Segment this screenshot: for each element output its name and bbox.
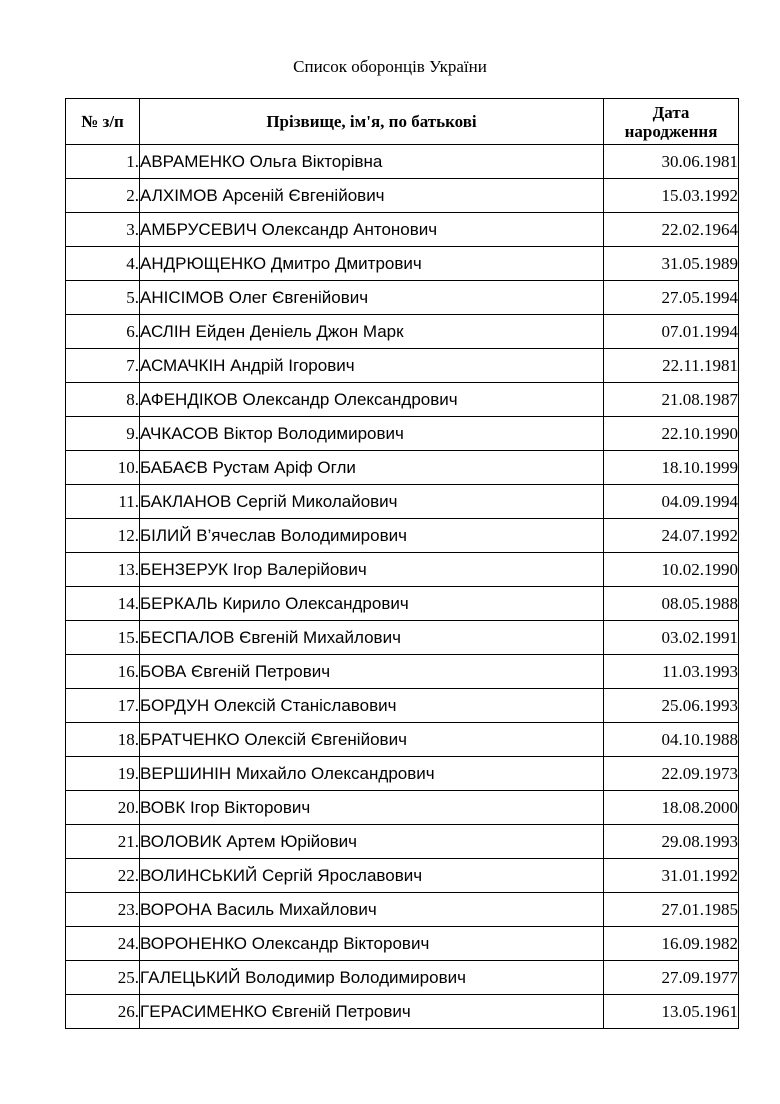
table-row bbox=[66, 791, 739, 825]
row-birth-date: 30.06.1981 bbox=[604, 145, 739, 179]
row-number: 15. bbox=[66, 621, 140, 655]
table-row bbox=[66, 179, 739, 213]
table-row bbox=[66, 315, 739, 349]
table-row bbox=[66, 213, 739, 247]
row-full-name: АСМАЧКІН Андрій Ігорович bbox=[140, 349, 604, 383]
row-number: 2. bbox=[66, 179, 140, 213]
table-row bbox=[66, 723, 739, 757]
row-birth-date: 03.02.1991 bbox=[604, 621, 739, 655]
row-full-name: БРАТЧЕНКО Олексій Євгенійович bbox=[140, 723, 604, 757]
row-birth-date: 15.03.1992 bbox=[604, 179, 739, 213]
row-full-name: ВОРОНА Василь Михайлович bbox=[140, 893, 604, 927]
table-row bbox=[66, 961, 739, 995]
table-body bbox=[66, 145, 739, 1029]
row-birth-date: 07.01.1994 bbox=[604, 315, 739, 349]
table-row bbox=[66, 621, 739, 655]
row-number: 21. bbox=[66, 825, 140, 859]
table-row bbox=[66, 519, 739, 553]
row-full-name: АНІСІМОВ Олег Євгенійович bbox=[140, 281, 604, 315]
row-birth-date: 24.07.1992 bbox=[604, 519, 739, 553]
row-birth-date: 10.02.1990 bbox=[604, 553, 739, 587]
row-birth-date: 16.09.1982 bbox=[604, 927, 739, 961]
row-number: 12. bbox=[66, 519, 140, 553]
table-row bbox=[66, 145, 739, 179]
row-number: 16. bbox=[66, 655, 140, 689]
row-number: 8. bbox=[66, 383, 140, 417]
row-birth-date: 08.05.1988 bbox=[604, 587, 739, 621]
table-row bbox=[66, 417, 739, 451]
row-number: 10. bbox=[66, 451, 140, 485]
row-full-name: ВЕРШИНІН Михайло Олександрович bbox=[140, 757, 604, 791]
row-full-name: АФЕНДІКОВ Олександр Олександрович bbox=[140, 383, 604, 417]
row-full-name: АЧКАСОВ Віктор Володимирович bbox=[140, 417, 604, 451]
row-full-name: БЕРКАЛЬ Кирило Олександрович bbox=[140, 587, 604, 621]
row-birth-date: 27.01.1985 bbox=[604, 893, 739, 927]
row-number: 1. bbox=[66, 145, 140, 179]
row-birth-date: 27.09.1977 bbox=[604, 961, 739, 995]
table-row bbox=[66, 485, 739, 519]
table-row bbox=[66, 553, 739, 587]
column-header-birth-date bbox=[604, 99, 739, 145]
row-full-name: ВОРОНЕНКО Олександр Вікторович bbox=[140, 927, 604, 961]
row-number: 6. bbox=[66, 315, 140, 349]
row-number: 18. bbox=[66, 723, 140, 757]
column-header-name: Прізвище, ім'я, по батькові bbox=[140, 99, 604, 145]
row-full-name: БІЛИЙ В’ячеслав Володимирович bbox=[140, 519, 604, 553]
table-row bbox=[66, 689, 739, 723]
row-number: 7. bbox=[66, 349, 140, 383]
row-birth-date: 27.05.1994 bbox=[604, 281, 739, 315]
row-birth-date: 29.08.1993 bbox=[604, 825, 739, 859]
header-row bbox=[66, 99, 739, 145]
table-row bbox=[66, 451, 739, 485]
row-number: 14. bbox=[66, 587, 140, 621]
row-birth-date: 04.10.1988 bbox=[604, 723, 739, 757]
table-row bbox=[66, 825, 739, 859]
row-number: 4. bbox=[66, 247, 140, 281]
table-header bbox=[66, 99, 739, 145]
row-full-name: ВОВК Ігор Вікторович bbox=[140, 791, 604, 825]
column-header-birth-date-line2: народження bbox=[624, 121, 718, 141]
row-number: 9. bbox=[66, 417, 140, 451]
table-row bbox=[66, 349, 739, 383]
table-row bbox=[66, 655, 739, 689]
row-full-name: БОВА Євгеній Петрович bbox=[140, 655, 604, 689]
row-birth-date: 04.09.1994 bbox=[604, 485, 739, 519]
row-number: 25. bbox=[66, 961, 140, 995]
row-full-name: БАКЛАНОВ Сергій Миколайович bbox=[140, 485, 604, 519]
row-full-name: ГЕРАСИМЕНКО Євгеній Петрович bbox=[140, 995, 604, 1029]
table-row bbox=[66, 995, 739, 1029]
table-row bbox=[66, 383, 739, 417]
table-row bbox=[66, 927, 739, 961]
row-birth-date: 22.10.1990 bbox=[604, 417, 739, 451]
row-full-name: БЕСПАЛОВ Євгеній Михайлович bbox=[140, 621, 604, 655]
row-birth-date: 21.08.1987 bbox=[604, 383, 739, 417]
row-birth-date: 13.05.1961 bbox=[604, 995, 739, 1029]
row-birth-date: 11.03.1993 bbox=[604, 655, 739, 689]
row-full-name: АНДРЮЩЕНКО Дмитро Дмитрович bbox=[140, 247, 604, 281]
table-row bbox=[66, 893, 739, 927]
row-birth-date: 22.11.1981 bbox=[604, 349, 739, 383]
row-full-name: АЛХІМОВ Арсеній Євгенійович bbox=[140, 179, 604, 213]
row-full-name: БАБАЄВ Рустам Аріф Огли bbox=[140, 451, 604, 485]
row-birth-date: 25.06.1993 bbox=[604, 689, 739, 723]
table-row bbox=[66, 587, 739, 621]
row-number: 22. bbox=[66, 859, 140, 893]
row-birth-date: 22.09.1973 bbox=[604, 757, 739, 791]
row-number: 20. bbox=[66, 791, 140, 825]
table-row bbox=[66, 757, 739, 791]
row-birth-date: 18.10.1999 bbox=[604, 451, 739, 485]
row-number: 19. bbox=[66, 757, 140, 791]
row-full-name: ВОЛОВИК Артем Юрійович bbox=[140, 825, 604, 859]
row-number: 5. bbox=[66, 281, 140, 315]
row-birth-date: 31.05.1989 bbox=[604, 247, 739, 281]
row-full-name: АВРАМЕНКО Ольга Вікторівна bbox=[140, 145, 604, 179]
table-row bbox=[66, 281, 739, 315]
row-full-name: БЕНЗЕРУК Ігор Валерійович bbox=[140, 553, 604, 587]
page-title: Список оборонців України bbox=[293, 57, 487, 76]
row-number: 26. bbox=[66, 995, 140, 1029]
row-full-name: ВОЛИНСЬКИЙ Сергій Ярославович bbox=[140, 859, 604, 893]
row-full-name: БОРДУН Олексій Станіславович bbox=[140, 689, 604, 723]
table-row bbox=[66, 859, 739, 893]
row-birth-date: 22.02.1964 bbox=[604, 213, 739, 247]
row-number: 17. bbox=[66, 689, 140, 723]
row-number: 11. bbox=[66, 485, 140, 519]
column-header-number: № з/п bbox=[66, 99, 140, 145]
row-full-name: АСЛІН Ейден Деніель Джон Марк bbox=[140, 315, 604, 349]
row-birth-date: 31.01.1992 bbox=[604, 859, 739, 893]
row-number: 3. bbox=[66, 213, 140, 247]
row-full-name: АМБРУСЕВИЧ Олександр Антонович bbox=[140, 213, 604, 247]
column-header-birth-date-line1: Дата bbox=[652, 102, 690, 122]
row-full-name: ГАЛЕЦЬКИЙ Володимир Володимирович bbox=[140, 961, 604, 995]
row-number: 23. bbox=[66, 893, 140, 927]
row-number: 13. bbox=[66, 553, 140, 587]
defenders-table bbox=[65, 98, 739, 1029]
table-row bbox=[66, 247, 739, 281]
row-number: 24. bbox=[66, 927, 140, 961]
row-birth-date: 18.08.2000 bbox=[604, 791, 739, 825]
